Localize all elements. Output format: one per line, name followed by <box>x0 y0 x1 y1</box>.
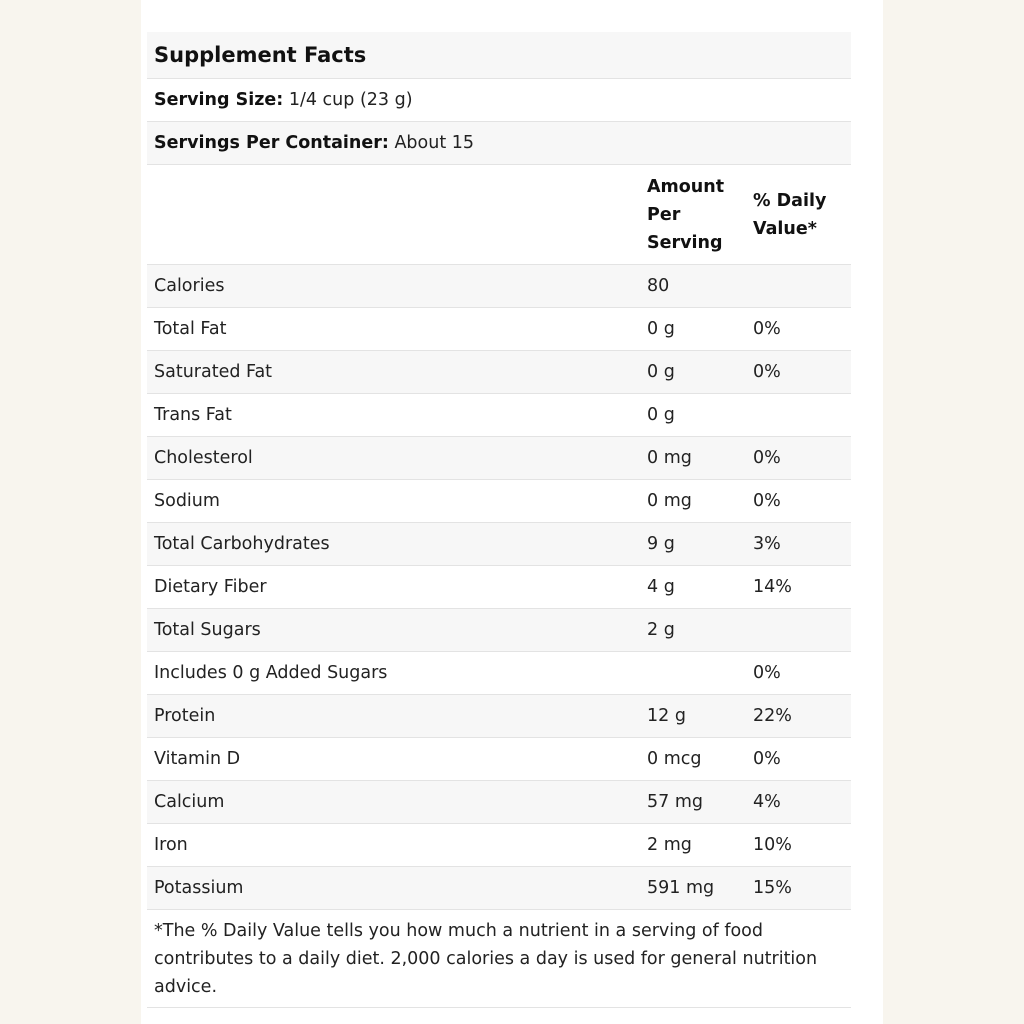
nutrient-row <box>147 566 851 609</box>
nutrient-name: Calories <box>147 265 640 308</box>
servings-per-container-label: Servings Per Container: <box>154 133 389 153</box>
nutrient-row <box>147 437 851 480</box>
nutrient-daily-value: 15% <box>746 867 851 910</box>
nutrient-row <box>147 824 851 867</box>
nutrient-amount: 0 mg <box>640 480 746 523</box>
nutrient-daily-value <box>746 609 851 652</box>
nutrient-row <box>147 609 851 652</box>
nutrient-name: Calcium <box>147 781 640 824</box>
amount-column-header: Amount Per Serving <box>640 165 746 265</box>
title-row <box>147 32 851 79</box>
nutrient-daily-value: 0% <box>746 308 851 351</box>
nutrient-amount: 0 mcg <box>640 738 746 781</box>
nutrient-amount: 2 mg <box>640 824 746 867</box>
nutrient-row <box>147 695 851 738</box>
nutrient-amount: 9 g <box>640 523 746 566</box>
nutrient-daily-value: 3% <box>746 523 851 566</box>
nutrient-daily-value <box>746 394 851 437</box>
nutrient-amount: 2 g <box>640 609 746 652</box>
nutrient-row <box>147 781 851 824</box>
nutrient-name: Total Sugars <box>147 609 640 652</box>
nutrient-name: Sodium <box>147 480 640 523</box>
nutrient-daily-value: 0% <box>746 652 851 695</box>
column-header-row <box>147 165 851 265</box>
supplement-facts-table <box>147 32 851 1008</box>
nutrient-amount: 57 mg <box>640 781 746 824</box>
nutrient-amount: 591 mg <box>640 867 746 910</box>
nutrient-row <box>147 265 851 308</box>
nutrient-daily-value: 10% <box>746 824 851 867</box>
servings-per-container-value: About 15 <box>394 133 475 153</box>
nutrient-row <box>147 351 851 394</box>
nutrient-daily-value: 4% <box>746 781 851 824</box>
nutrient-daily-value: 0% <box>746 437 851 480</box>
servings-per-container <box>147 122 851 165</box>
nutrient-row <box>147 738 851 781</box>
serving-size <box>147 79 851 122</box>
nutrient-name: Trans Fat <box>147 394 640 437</box>
nutrient-name: Includes 0 g Added Sugars <box>147 652 640 695</box>
daily-value-column-header: % Daily Value* <box>746 165 851 265</box>
daily-value-footnote: *The % Daily Value tells you how much a nutrient in a serving of food contributes to a daily diet. 2,000 calories a day is used for general nutrition advice. <box>147 910 851 1008</box>
nutrient-daily-value <box>746 265 851 308</box>
nutrient-amount <box>640 652 746 695</box>
nutrient-column-header <box>147 165 640 265</box>
nutrient-daily-value: 0% <box>746 738 851 781</box>
nutrient-row <box>147 652 851 695</box>
nutrient-amount: 4 g <box>640 566 746 609</box>
nutrient-amount: 0 mg <box>640 437 746 480</box>
nutrient-name: Vitamin D <box>147 738 640 781</box>
nutrient-name: Dietary Fiber <box>147 566 640 609</box>
nutrient-row <box>147 480 851 523</box>
nutrient-row <box>147 308 851 351</box>
nutrient-name: Potassium <box>147 867 640 910</box>
nutrient-name: Saturated Fat <box>147 351 640 394</box>
nutrient-amount: 12 g <box>640 695 746 738</box>
servings-per-container-row <box>147 122 851 165</box>
nutrient-row <box>147 394 851 437</box>
nutrient-name: Protein <box>147 695 640 738</box>
nutrient-row <box>147 867 851 910</box>
nutrient-amount: 0 g <box>640 394 746 437</box>
serving-size-label: Serving Size: <box>154 90 284 110</box>
content-page <box>141 0 883 1024</box>
nutrient-name: Total Fat <box>147 308 640 351</box>
nutrient-name: Iron <box>147 824 640 867</box>
nutrient-daily-value: 0% <box>746 480 851 523</box>
nutrient-name: Cholesterol <box>147 437 640 480</box>
nutrient-daily-value: 14% <box>746 566 851 609</box>
serving-size-row <box>147 79 851 122</box>
serving-size-value: 1/4 cup (23 g) <box>288 90 413 110</box>
nutrient-amount: 0 g <box>640 351 746 394</box>
nutrient-row <box>147 523 851 566</box>
nutrient-amount: 0 g <box>640 308 746 351</box>
nutrient-amount: 80 <box>640 265 746 308</box>
nutrient-daily-value: 22% <box>746 695 851 738</box>
panel-title: Supplement Facts <box>147 32 851 79</box>
nutrient-daily-value: 0% <box>746 351 851 394</box>
footnote-row <box>147 910 851 1008</box>
nutrient-name: Total Carbohydrates <box>147 523 640 566</box>
